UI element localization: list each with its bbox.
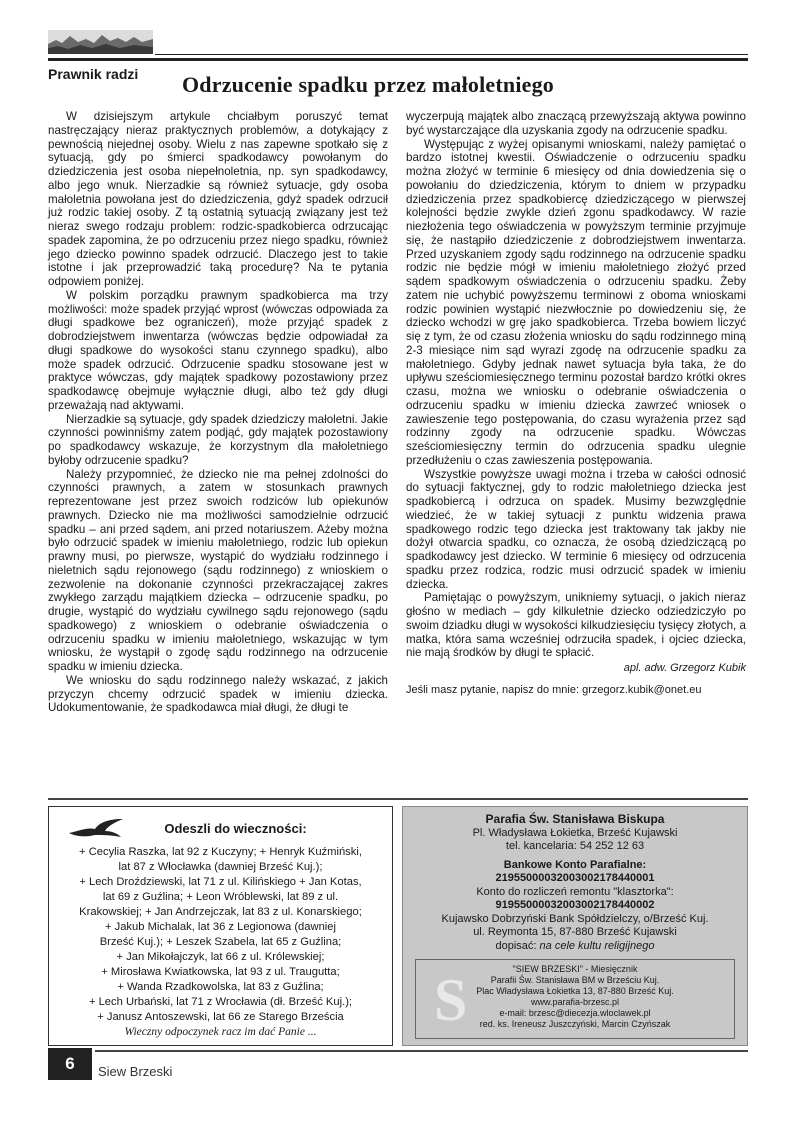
paragraph: Nierzadkie są sytuacje, gdy spadek dziedziczy małoletni. Jakie czynności powinniśmy zatem podjąć, gdy majątek pozostawiony po spadkodawcy wskazuje, że korzystnym dla małoletniego byłoby odrzucenie spadku?: [48, 412, 388, 467]
section-divider: [48, 798, 748, 800]
town-banner-image: [48, 30, 153, 54]
obituary-line: + Jan Mikołajczyk, lat 66 z ul. Królewskiej;: [116, 951, 325, 963]
paragraph: W dzisiejszym artykule chciałbym poruszyć temat nastręczający nieraz praktycznych problemów, a dotykający z pewnością niejednej osoby. Wielu z nas zapewne spotkało się z sytuacją, gdy po śmierci spadkodawcy powołanym do dziedziczenia jest osoba niepełnoletnia, np. syn spadkodawcy, albo jego wnuk. Nierzadkie są również sytuacje, gdy osoba małoletnia powołana jest do dziedziczenia, gdyż spadek odrzucił już rodzic takiej osoby. Z tą ostatnią sytuacją związany jest też nieraz swego rodzaju problem: rodzic-spadkobierca odrzucając spadek zapomina, że po odrzuceniu przez niego spadku, również jego dziecko powinno spadek odrzucić. Dlaczego jest to takie istotne i jak przeprowadzić taką procedurę? Na te pytania odpowiem poniżej.: [48, 110, 388, 288]
account-label: Bankowe Konto Parafialne:: [503, 858, 647, 871]
article-column-1: [48, 110, 388, 715]
masthead-info: [416, 964, 734, 1030]
masthead-box: [415, 959, 735, 1039]
renovation-account-label: Konto do rozliczeń remontu "klasztorka":: [476, 885, 674, 898]
obituary-line: + Jakub Michalak, lat 36 z Legionowa (dawniej: [104, 921, 337, 933]
parish-info-box: [402, 806, 748, 1046]
obituary-line: Brześć Kuj.); + Leszek Szabela, lat 65 z Guźlina;: [99, 936, 342, 948]
obituaries-prayer: Wieczny odpoczynek racz im dać Panie ...: [124, 1026, 317, 1038]
obituary-line: + Janusz Antoszewski, lat 66 ze Starego Brześcia: [97, 1011, 344, 1023]
masthead-editors: red. ks. Ireneusz Juszczyński, Marcin Czyńszak: [479, 1019, 671, 1029]
obituaries-title: Odeszli do wieczności:: [164, 821, 307, 836]
masthead-line: Plac Władysława Łokietka 13, 87-880 Brześć Kuj.: [476, 986, 674, 996]
paragraph: W polskim porządku prawnym spadkobierca ma trzy możliwości: może spadek przyjąć wprost (wówczas odpowiada za długi spadkowe bez ograniczeń), może przyjąć spadek z dobrodziejstwem inwentarza (wówczas będzie odpowiadał za długi spadkowe do wysokości stanu czynnego spadku), albo może spadek odrzucić. Odrzucenie spadku stosowane jest w praktyce wówczas, gdy majątek spadkowy pozostawiony przez spadkodawcę obejmuje wyłącznie długi, albo też gdy długi przeważają nad aktywami.: [48, 288, 388, 412]
parish-address: Pl. Władysława Łokietka, Brześć Kujawski: [472, 826, 678, 839]
obituary-line: + Mirosława Kwiatkowska, lat 93 z ul. Traugutta;: [101, 966, 340, 978]
paragraph: We wniosku do sądu rodzinnego należy wskazać, z jakich przyczyn chcemy odrzucić spadek w imieniu dziecka. Udokumentowanie, że spadkodawca miał długi, że długi te: [48, 673, 388, 715]
parish-name: Parafia Św. Stanisława Biskupa: [485, 812, 665, 826]
masthead-line: Parafii Św. Stanisława BM w Brześciu Kuj.: [490, 975, 660, 985]
account-number: 21955000032003002178440001: [495, 872, 655, 884]
obituary-line: + Lech Urbański, lat 71 z Wrocławia (dł. Brześć Kuj.);: [88, 996, 353, 1008]
transfer-note: [403, 940, 747, 954]
obituaries-list: [57, 845, 384, 1040]
header-rule: [48, 58, 748, 61]
masthead-line: "SIEW BRZESKI" - Miesięcznik: [512, 964, 638, 974]
paragraph: Pamiętając o powyższym, unikniemy sytuacji, o jakich nieraz głośno w mediach – gdy kilkuletnie dziecko odziedziczyło po swoim dziadku długi w wysokości kilkudziesięciu tysięcy złotych, a matka, która sama wcześniej odrzuciła spadek, i ojciec dziecka, nie mają środków by długi te spłacić.: [406, 591, 746, 660]
paragraph: Wszystkie powyższe uwagi można i trzeba w całości odnosić do sytuacji faktycznej, gdy to rodzic małoletniego dziecka jest spadkobiercą i odrzuca on spadek. Musimy bezwzględnie wiedzieć, że w takiej sytuacji z punktu widzenia prawa spadkowego rodzic tego dziecka jest traktowany tak jakby nie dożył otwarcia spadku, co oznacza, że osobą dziedziczącą po spadkodawcy jest dziecko. W terminie 6 miesięcy od odrzucenia spadku przez rodzica, rodzic musi odrzucić spadek w imieniu dziecka.: [406, 467, 746, 591]
obituary-line: + Lech Droździewski, lat 71 z ul. Kilińskiego + Jan Kotas,: [79, 876, 362, 888]
siew-logo: S: [434, 967, 468, 1033]
page-number: 6: [48, 1048, 92, 1080]
paragraph: wyczerpują majątek albo znaczącą przewyższają aktywa powinno być wystarczające dla uzyskania zgody na odrzucenie spadku.: [406, 110, 746, 137]
parish-phone: tel. kancelaria: 54 252 12 63: [505, 840, 645, 852]
bank-address: ul. Reymonta 15, 87-880 Brześć Kujawski: [473, 926, 677, 938]
transfer-note-prefix: dopisać:: [495, 939, 537, 952]
parish-info: [403, 813, 747, 953]
masthead-email: e-mail: brzesc@diecezja.wloclawek.pl: [499, 1008, 651, 1018]
transfer-note-text: na cele kultu religijnego: [539, 939, 655, 952]
footer-rule: [95, 1050, 748, 1052]
paragraph: Występując z wyżej opisanymi wnioskami, należy pamiętać o bardzo istotnej kwestii. Oświadczenie o odrzuceniu spadku można złożyć w terminie 6 miesięcy od dnia dowiedzenia się o powołaniu do dziedziczenia, którym to dniem w przypadku dziedziczenia przez spadkobiercę dziedziczącego w pierwszej kolejności będzie zwykle dzień zgonu spadkodawcy. W razie niezłożenia tego oświadczenia w powyższym terminie przyjmuje się, że nastąpiło dziedziczenie z dobrodziejstwem inwentarza. Przed uzyskaniem zgody sądu rodzinnego na odrzucenie spadku rodzic nie będzie mógł w imieniu małoletniego złożyć przed sądem spadkowym oświadczenia o odrzuceniu spadku. Żeby zatem nie uchybić powyższemu terminowi z oboma wnioskami rodzic powinien wystąpić niezwłocznie po dowiedzeniu się, że dziecko wchodzi w grę jako spadkobierca. Trzeba bowiem liczyć się z tym, że od czasu złożenia wniosku do sądu rodzinnego miną 2-3 miesiące nim sąd wyrazi zgodę na odrzucenie spadku za małoletniego. Gdyby jednak nawet sytuacja była taka, że do upływu sześciomiesięcznego terminu pozostał bardzo krótki okres czasu, można we wniosku o odebranie oświadczenia o odrzuceniu spadku w imieniu dziecka zawrzeć wniosek o zawieszenie tego postępowania, do czasu wyrażenia przez sąd rodzinny zgody na odrzucenie spadku. Wówczas sześciomiesięczny termin do odrzucenia spadku ulegnie przedłużeniu o czas zawieszenia postępowania.: [406, 137, 746, 467]
author-signature: apl. adw. Grzegorz Kubik: [623, 662, 746, 674]
obituary-line: lat 87 z Włocławka (dawniej Brześć Kuj.);: [118, 861, 323, 873]
publication-name: Siew Brzeski: [98, 1064, 173, 1079]
obituaries-box: [48, 806, 393, 1046]
bank-name: Kujawsko Dobrzyński Bank Spółdzielczy, o/Brześć Kuj.: [441, 912, 709, 925]
paragraph: Należy przypomnieć, że dziecko nie ma pełnej zdolności do czynności prawnych, a zatem w stosunkach prawnych reprezentowane jest przez swoich rodziców lub opiekunów prawnych. Dziecko nie ma możliwości samodzielnie odrzucić spadku – ani przed sądem, ani przed notariuszem. Ażeby można było odrzucić spadek w imieniu małoletniego, rodzic lub opiekun prawny musi, po pierwsze, wystąpić do wydziału rodzinnego i nieletnich sądu rejonowego (sądu rodzinnego) z wnioskiem o zezwolenie na dokonanie czynności przekraczającej zakres zwykłego zarządu majątkiem dziecka – odrzucenie spadku, po drugie, wystąpić do wydziału cywilnego sądu rejonowego (sądu spadkowego) z wnioskiem o odebranie oświadczenia o odrzuceniu spadku w imieniu małoletniego, wskazując w tym wniosku, że wystąpił o zgodę sądu rodzinnego na odrzucenie spadku w imieniu dziecka.: [48, 467, 388, 673]
masthead-website: www.parafia-brzesc.pl: [530, 997, 620, 1007]
section-label: Prawnik radzi: [48, 66, 139, 82]
obituary-line: + Wanda Rzadkowolska, lat 83 z Guźlina;: [117, 981, 324, 993]
obituary-line: Krakowskiej; + Jan Andrzejczak, lat 83 z ul. Konarskiego;: [79, 906, 362, 918]
article-title: Odrzucenie spadku przez małoletniego: [182, 72, 555, 97]
article-column-2: [406, 110, 746, 698]
author-contact: Jeśli masz pytanie, napisz do mnie: grzegorz.kubik@onet.eu: [406, 683, 702, 696]
renovation-account-number: 91955000032003002178440002: [495, 899, 655, 911]
header-rule-thin: [155, 54, 748, 55]
obituary-line: + Cecylia Raszka, lat 92 z Kuczyny; + Henryk Kuźmiński,: [79, 846, 362, 858]
obituary-line: lat 69 z Guźlina; + Leon Wróblewski, lat 89 z ul.: [102, 891, 339, 903]
